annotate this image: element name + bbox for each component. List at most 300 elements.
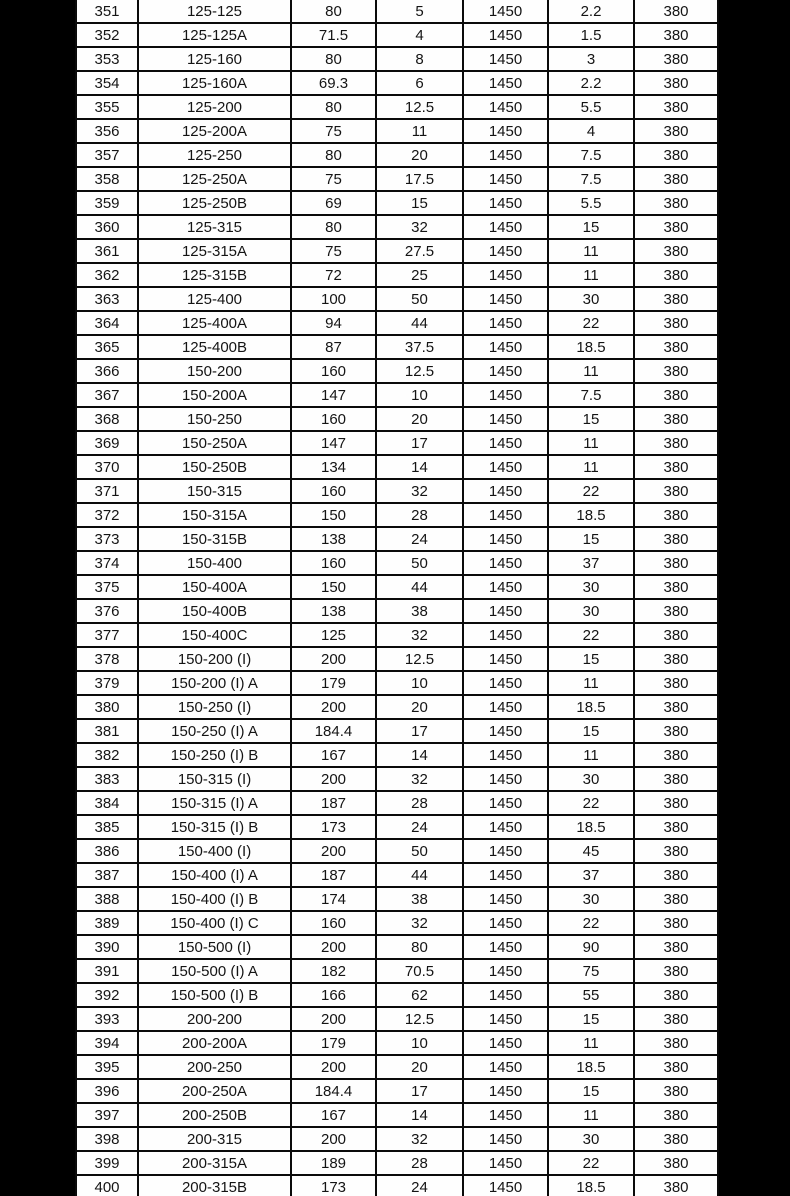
cell-speed: 1450: [464, 168, 549, 192]
cell-speed: 1450: [464, 552, 549, 576]
table-row: [77, 960, 719, 984]
cell-flow: 134: [292, 456, 377, 480]
cell-speed: 1450: [464, 744, 549, 768]
cell-power: 11: [549, 264, 635, 288]
cell-row-index: 376: [77, 600, 139, 624]
cell-model: 125-250A: [139, 168, 292, 192]
cell-row-index: 377: [77, 624, 139, 648]
cell-speed: 1450: [464, 1152, 549, 1176]
table-row: [77, 984, 719, 1008]
cell-power: 11: [549, 432, 635, 456]
cell-flow: 125: [292, 624, 377, 648]
cell-row-index: 371: [77, 480, 139, 504]
table-row: [77, 456, 719, 480]
cell-row-index: 368: [77, 408, 139, 432]
cell-speed: 1450: [464, 504, 549, 528]
cell-head: 32: [377, 624, 464, 648]
cell-head: 44: [377, 312, 464, 336]
cell-voltage: 380: [635, 1128, 719, 1152]
cell-row-index: 391: [77, 960, 139, 984]
cell-voltage: 380: [635, 168, 719, 192]
cell-flow: 80: [292, 216, 377, 240]
cell-head: 11: [377, 120, 464, 144]
cell-flow: 173: [292, 816, 377, 840]
cell-head: 32: [377, 1128, 464, 1152]
cell-flow: 72: [292, 264, 377, 288]
table-row: [77, 1152, 719, 1176]
cell-row-index: 389: [77, 912, 139, 936]
cell-speed: 1450: [464, 96, 549, 120]
table-row: [77, 144, 719, 168]
cell-power: 22: [549, 792, 635, 816]
cell-power: 22: [549, 480, 635, 504]
cell-flow: 179: [292, 672, 377, 696]
cell-power: 18.5: [549, 1176, 635, 1196]
cell-flow: 184.4: [292, 720, 377, 744]
cell-power: 15: [549, 216, 635, 240]
cell-head: 20: [377, 144, 464, 168]
cell-voltage: 380: [635, 888, 719, 912]
cell-row-index: 399: [77, 1152, 139, 1176]
cell-flow: 200: [292, 936, 377, 960]
cell-power: 2.2: [549, 72, 635, 96]
cell-voltage: 380: [635, 384, 719, 408]
cell-voltage: 380: [635, 24, 719, 48]
cell-flow: 166: [292, 984, 377, 1008]
cell-head: 10: [377, 672, 464, 696]
cell-model: 150-500 (I): [139, 936, 292, 960]
cell-row-index: 385: [77, 816, 139, 840]
cell-row-index: 398: [77, 1128, 139, 1152]
table-row: [77, 768, 719, 792]
cell-speed: 1450: [464, 816, 549, 840]
cell-voltage: 380: [635, 648, 719, 672]
cell-power: 4: [549, 120, 635, 144]
cell-head: 50: [377, 552, 464, 576]
cell-voltage: 380: [635, 744, 719, 768]
cell-flow: 75: [292, 120, 377, 144]
cell-power: 22: [549, 912, 635, 936]
cell-power: 7.5: [549, 168, 635, 192]
cell-row-index: 400: [77, 1176, 139, 1196]
cell-speed: 1450: [464, 672, 549, 696]
cell-power: 15: [549, 408, 635, 432]
cell-voltage: 380: [635, 1008, 719, 1032]
cell-head: 32: [377, 768, 464, 792]
cell-row-index: 355: [77, 96, 139, 120]
cell-head: 17: [377, 1080, 464, 1104]
cell-head: 10: [377, 384, 464, 408]
cell-speed: 1450: [464, 72, 549, 96]
cell-power: 11: [549, 744, 635, 768]
cell-head: 25: [377, 264, 464, 288]
cell-model: 125-315B: [139, 264, 292, 288]
cell-model: 150-250 (I): [139, 696, 292, 720]
cell-model: 125-200: [139, 96, 292, 120]
cell-flow: 147: [292, 432, 377, 456]
cell-flow: 100: [292, 288, 377, 312]
cell-speed: 1450: [464, 264, 549, 288]
cell-speed: 1450: [464, 1008, 549, 1032]
cell-power: 30: [549, 1128, 635, 1152]
cell-speed: 1450: [464, 720, 549, 744]
table-row: [77, 1176, 719, 1196]
table-row: [77, 168, 719, 192]
cell-power: 3: [549, 48, 635, 72]
cell-flow: 160: [292, 552, 377, 576]
cell-model: 150-315B: [139, 528, 292, 552]
cell-speed: 1450: [464, 624, 549, 648]
cell-row-index: 379: [77, 672, 139, 696]
cell-speed: 1450: [464, 1104, 549, 1128]
cell-row-index: 364: [77, 312, 139, 336]
cell-power: 30: [549, 288, 635, 312]
cell-voltage: 380: [635, 720, 719, 744]
table-row: [77, 552, 719, 576]
cell-voltage: 380: [635, 792, 719, 816]
cell-head: 15: [377, 192, 464, 216]
cell-model: 200-200A: [139, 1032, 292, 1056]
cell-speed: 1450: [464, 1128, 549, 1152]
table-body: [77, 0, 719, 1196]
cell-speed: 1450: [464, 288, 549, 312]
cell-row-index: 393: [77, 1008, 139, 1032]
cell-flow: 71.5: [292, 24, 377, 48]
cell-row-index: 397: [77, 1104, 139, 1128]
cell-row-index: 361: [77, 240, 139, 264]
cell-speed: 1450: [464, 1176, 549, 1196]
cell-row-index: 383: [77, 768, 139, 792]
cell-model: 125-315A: [139, 240, 292, 264]
pump-spec-table: [75, 0, 719, 1196]
cell-power: 11: [549, 672, 635, 696]
cell-head: 17.5: [377, 168, 464, 192]
cell-voltage: 380: [635, 840, 719, 864]
cell-row-index: 375: [77, 576, 139, 600]
cell-voltage: 380: [635, 624, 719, 648]
cell-row-index: 390: [77, 936, 139, 960]
cell-voltage: 380: [635, 1080, 719, 1104]
table-row: [77, 672, 719, 696]
cell-flow: 189: [292, 1152, 377, 1176]
table-row: [77, 288, 719, 312]
cell-voltage: 380: [635, 696, 719, 720]
cell-voltage: 380: [635, 360, 719, 384]
cell-voltage: 380: [635, 600, 719, 624]
cell-model: 200-250B: [139, 1104, 292, 1128]
cell-power: 11: [549, 360, 635, 384]
cell-head: 24: [377, 1176, 464, 1196]
cell-voltage: 380: [635, 1056, 719, 1080]
cell-power: 15: [549, 528, 635, 552]
table-row: [77, 624, 719, 648]
cell-head: 20: [377, 696, 464, 720]
table-row: [77, 792, 719, 816]
table-row: [77, 312, 719, 336]
cell-speed: 1450: [464, 600, 549, 624]
cell-head: 10: [377, 1032, 464, 1056]
cell-voltage: 380: [635, 432, 719, 456]
cell-head: 4: [377, 24, 464, 48]
cell-power: 11: [549, 456, 635, 480]
cell-voltage: 380: [635, 816, 719, 840]
cell-row-index: 382: [77, 744, 139, 768]
cell-model: 150-500 (I) B: [139, 984, 292, 1008]
cell-row-index: 381: [77, 720, 139, 744]
cell-flow: 200: [292, 696, 377, 720]
cell-head: 12.5: [377, 96, 464, 120]
cell-power: 2.2: [549, 0, 635, 24]
cell-model: 200-250: [139, 1056, 292, 1080]
cell-row-index: 360: [77, 216, 139, 240]
cell-model: 125-200A: [139, 120, 292, 144]
cell-model: 150-400A: [139, 576, 292, 600]
cell-voltage: 380: [635, 288, 719, 312]
cell-speed: 1450: [464, 912, 549, 936]
cell-flow: 75: [292, 240, 377, 264]
cell-voltage: 380: [635, 1176, 719, 1196]
cell-model: 200-315A: [139, 1152, 292, 1176]
cell-voltage: 380: [635, 312, 719, 336]
table-row: [77, 576, 719, 600]
cell-head: 80: [377, 936, 464, 960]
cell-speed: 1450: [464, 336, 549, 360]
cell-head: 17: [377, 720, 464, 744]
cell-voltage: 380: [635, 936, 719, 960]
cell-model: 150-400 (I) A: [139, 864, 292, 888]
cell-flow: 187: [292, 792, 377, 816]
cell-voltage: 380: [635, 72, 719, 96]
cell-head: 12.5: [377, 648, 464, 672]
cell-model: 150-250 (I) A: [139, 720, 292, 744]
cell-head: 28: [377, 792, 464, 816]
cell-flow: 200: [292, 1128, 377, 1152]
cell-head: 38: [377, 600, 464, 624]
cell-flow: 200: [292, 768, 377, 792]
cell-row-index: 352: [77, 24, 139, 48]
cell-model: 200-315: [139, 1128, 292, 1152]
cell-power: 22: [549, 624, 635, 648]
cell-speed: 1450: [464, 144, 549, 168]
cell-voltage: 380: [635, 0, 719, 24]
cell-speed: 1450: [464, 768, 549, 792]
cell-voltage: 380: [635, 864, 719, 888]
cell-head: 50: [377, 840, 464, 864]
cell-model: 150-250 (I) B: [139, 744, 292, 768]
cell-flow: 160: [292, 912, 377, 936]
cell-power: 18.5: [549, 696, 635, 720]
cell-model: 200-250A: [139, 1080, 292, 1104]
cell-flow: 94: [292, 312, 377, 336]
cell-row-index: 358: [77, 168, 139, 192]
cell-head: 5: [377, 0, 464, 24]
table-row: [77, 1128, 719, 1152]
cell-model: 150-315 (I): [139, 768, 292, 792]
cell-speed: 1450: [464, 432, 549, 456]
cell-power: 90: [549, 936, 635, 960]
cell-voltage: 380: [635, 672, 719, 696]
cell-voltage: 380: [635, 48, 719, 72]
table-row: [77, 240, 719, 264]
cell-flow: 174: [292, 888, 377, 912]
table-row: [77, 48, 719, 72]
cell-power: 37: [549, 552, 635, 576]
table-row: [77, 360, 719, 384]
table-row: [77, 600, 719, 624]
cell-power: 11: [549, 1032, 635, 1056]
cell-flow: 69.3: [292, 72, 377, 96]
cell-voltage: 380: [635, 144, 719, 168]
table-row: [77, 1032, 719, 1056]
table-row: [77, 480, 719, 504]
cell-speed: 1450: [464, 240, 549, 264]
cell-voltage: 380: [635, 240, 719, 264]
cell-power: 5.5: [549, 96, 635, 120]
table-row: [77, 912, 719, 936]
cell-power: 18.5: [549, 816, 635, 840]
cell-voltage: 380: [635, 1152, 719, 1176]
table-row: [77, 432, 719, 456]
cell-power: 22: [549, 1152, 635, 1176]
cell-power: 1.5: [549, 24, 635, 48]
cell-model: 125-160: [139, 48, 292, 72]
cell-power: 15: [549, 648, 635, 672]
cell-model: 150-315: [139, 480, 292, 504]
cell-speed: 1450: [464, 456, 549, 480]
table-row: [77, 936, 719, 960]
cell-flow: 173: [292, 1176, 377, 1196]
cell-head: 14: [377, 1104, 464, 1128]
cell-speed: 1450: [464, 1080, 549, 1104]
cell-model: 125-250B: [139, 192, 292, 216]
cell-flow: 138: [292, 600, 377, 624]
cell-head: 6: [377, 72, 464, 96]
cell-flow: 200: [292, 1056, 377, 1080]
cell-power: 15: [549, 720, 635, 744]
cell-row-index: 388: [77, 888, 139, 912]
cell-head: 24: [377, 528, 464, 552]
cell-model: 150-315 (I) B: [139, 816, 292, 840]
cell-model: 125-250: [139, 144, 292, 168]
cell-power: 30: [549, 576, 635, 600]
cell-speed: 1450: [464, 888, 549, 912]
cell-row-index: 365: [77, 336, 139, 360]
cell-row-index: 366: [77, 360, 139, 384]
cell-model: 125-160A: [139, 72, 292, 96]
cell-voltage: 380: [635, 528, 719, 552]
table-row: [77, 1056, 719, 1080]
cell-head: 38: [377, 888, 464, 912]
cell-voltage: 380: [635, 264, 719, 288]
cell-model: 150-500 (I) A: [139, 960, 292, 984]
cell-head: 37.5: [377, 336, 464, 360]
cell-flow: 160: [292, 480, 377, 504]
table-row: [77, 744, 719, 768]
cell-model: 150-400B: [139, 600, 292, 624]
cell-power: 30: [549, 768, 635, 792]
cell-flow: 80: [292, 0, 377, 24]
cell-flow: 150: [292, 576, 377, 600]
cell-head: 27.5: [377, 240, 464, 264]
table-row: [77, 888, 719, 912]
cell-flow: 150: [292, 504, 377, 528]
cell-model: 150-200A: [139, 384, 292, 408]
cell-flow: 80: [292, 96, 377, 120]
cell-head: 12.5: [377, 360, 464, 384]
table-row: [77, 840, 719, 864]
cell-model: 150-400: [139, 552, 292, 576]
cell-model: 150-200 (I): [139, 648, 292, 672]
cell-voltage: 380: [635, 912, 719, 936]
table-row: [77, 0, 719, 24]
cell-flow: 138: [292, 528, 377, 552]
cell-flow: 187: [292, 864, 377, 888]
cell-flow: 80: [292, 48, 377, 72]
cell-flow: 75: [292, 168, 377, 192]
table-row: [77, 528, 719, 552]
table-row: [77, 816, 719, 840]
cell-row-index: 384: [77, 792, 139, 816]
table-row: [77, 408, 719, 432]
cell-voltage: 380: [635, 216, 719, 240]
cell-speed: 1450: [464, 528, 549, 552]
cell-head: 17: [377, 432, 464, 456]
cell-row-index: 387: [77, 864, 139, 888]
cell-power: 7.5: [549, 144, 635, 168]
cell-flow: 182: [292, 960, 377, 984]
cell-flow: 184.4: [292, 1080, 377, 1104]
cell-model: 150-250B: [139, 456, 292, 480]
cell-flow: 200: [292, 1008, 377, 1032]
cell-speed: 1450: [464, 192, 549, 216]
cell-row-index: 392: [77, 984, 139, 1008]
cell-power: 30: [549, 888, 635, 912]
cell-power: 30: [549, 600, 635, 624]
cell-voltage: 380: [635, 456, 719, 480]
cell-speed: 1450: [464, 0, 549, 24]
cell-row-index: 374: [77, 552, 139, 576]
cell-speed: 1450: [464, 216, 549, 240]
cell-power: 37: [549, 864, 635, 888]
cell-model: 150-200: [139, 360, 292, 384]
cell-model: 125-125A: [139, 24, 292, 48]
cell-head: 14: [377, 456, 464, 480]
cell-voltage: 380: [635, 96, 719, 120]
cell-speed: 1450: [464, 840, 549, 864]
cell-row-index: 370: [77, 456, 139, 480]
cell-model: 150-315 (I) A: [139, 792, 292, 816]
cell-model: 125-315: [139, 216, 292, 240]
cell-voltage: 380: [635, 504, 719, 528]
cell-head: 12.5: [377, 1008, 464, 1032]
cell-model: 150-250A: [139, 432, 292, 456]
cell-head: 14: [377, 744, 464, 768]
cell-head: 20: [377, 408, 464, 432]
cell-voltage: 380: [635, 552, 719, 576]
cell-power: 18.5: [549, 504, 635, 528]
cell-head: 44: [377, 864, 464, 888]
table-row: [77, 264, 719, 288]
table-row: [77, 696, 719, 720]
cell-flow: 160: [292, 360, 377, 384]
cell-row-index: 396: [77, 1080, 139, 1104]
cell-power: 15: [549, 1080, 635, 1104]
cell-model: 150-200 (I) A: [139, 672, 292, 696]
cell-model: 150-250: [139, 408, 292, 432]
cell-row-index: 367: [77, 384, 139, 408]
cell-voltage: 380: [635, 336, 719, 360]
table-row: [77, 384, 719, 408]
